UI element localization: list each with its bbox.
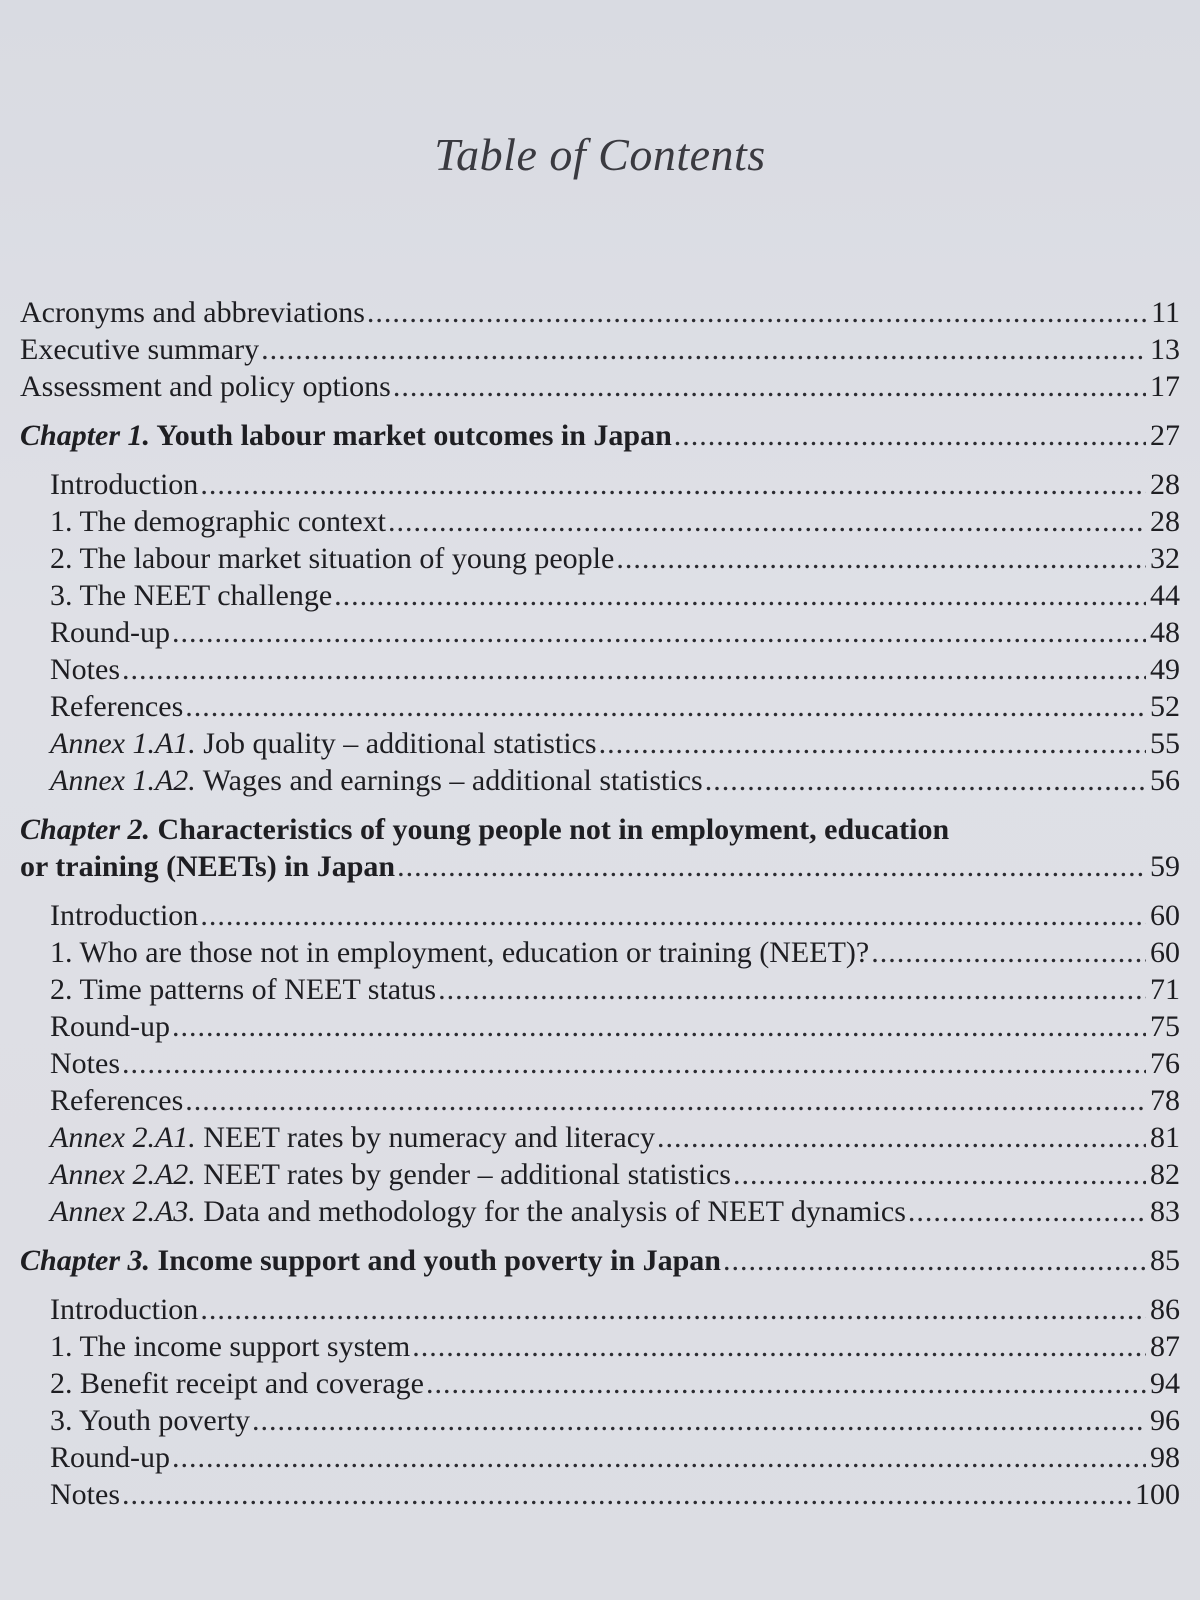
dot-leader xyxy=(426,1365,1146,1402)
dot-leader xyxy=(200,1291,1146,1328)
toc-page-number: 28 xyxy=(1150,468,1180,501)
toc-entry-text: Data and methodology for the analysis of NEET dynamics xyxy=(203,1195,906,1228)
table-of-contents xyxy=(20,294,1180,1513)
dot-leader xyxy=(908,1193,1146,1230)
toc-page-number: 48 xyxy=(1150,616,1180,649)
dot-leader xyxy=(122,651,1146,688)
chapter-title-line2: or training (NEETs) in Japan xyxy=(20,850,396,883)
toc-entry-text: References xyxy=(50,1084,184,1117)
toc-entry xyxy=(20,934,1180,971)
toc-entry-text: 3. Youth poverty xyxy=(50,1404,251,1437)
chapter-label: Chapter 1. xyxy=(20,419,151,452)
dot-leader xyxy=(200,897,1146,934)
toc-page-number: 60 xyxy=(1150,936,1180,969)
toc-entry xyxy=(20,1008,1180,1045)
dot-leader xyxy=(705,762,1146,799)
dot-leader xyxy=(200,466,1146,503)
toc-annex-entry xyxy=(20,1119,1180,1156)
toc-entry xyxy=(20,1328,1180,1365)
toc-entry-text: Executive summary xyxy=(20,333,260,366)
toc-entry xyxy=(20,1291,1180,1328)
toc-page-number: 98 xyxy=(1150,1441,1180,1474)
chapter-2-heading xyxy=(20,811,1180,885)
annex-label: Annex 1.A2. xyxy=(50,764,196,797)
toc-entry xyxy=(20,540,1180,577)
dot-leader xyxy=(122,1045,1146,1082)
dot-leader xyxy=(172,1439,1146,1476)
toc-page-number: 56 xyxy=(1150,764,1180,797)
toc-page-number: 59 xyxy=(1150,850,1180,883)
dot-leader xyxy=(438,971,1146,1008)
toc-page-number: 76 xyxy=(1150,1047,1180,1080)
dot-leader xyxy=(334,577,1146,614)
toc-page-number: 86 xyxy=(1150,1293,1180,1326)
toc-entry xyxy=(20,1082,1180,1119)
dot-leader xyxy=(674,417,1146,454)
toc-entry xyxy=(20,614,1180,651)
toc-entry-text: 1. The demographic context xyxy=(50,505,387,538)
toc-entry-text: NEET rates by numeracy and literacy xyxy=(203,1121,656,1154)
toc-entry-text: Job quality – additional statistics xyxy=(203,727,597,760)
annex-label: Annex 2.A2. xyxy=(50,1158,196,1191)
toc-page-number: 52 xyxy=(1150,690,1180,723)
toc-annex-entry xyxy=(20,1156,1180,1193)
dot-leader xyxy=(397,848,1146,885)
toc-entry-text: Notes xyxy=(50,1047,120,1080)
toc-page-number: 71 xyxy=(1150,973,1180,1006)
toc-page-number: 83 xyxy=(1150,1195,1180,1228)
chapter-1-heading xyxy=(20,417,1180,454)
toc-entry-text: References xyxy=(50,690,184,723)
toc-entry-text: Notes xyxy=(50,653,120,686)
toc-page-number: 82 xyxy=(1150,1158,1180,1191)
dot-leader xyxy=(871,934,1146,971)
chapter-title: Youth labour market outcomes in Japan xyxy=(156,419,672,452)
toc-entry-text: 2. Benefit receipt and coverage xyxy=(50,1367,424,1400)
toc-page-number: 60 xyxy=(1150,899,1180,932)
toc-annex-entry xyxy=(20,725,1180,762)
chapter-label: Chapter 3. xyxy=(20,1244,151,1277)
dot-leader xyxy=(723,1242,1146,1279)
toc-entry xyxy=(20,1402,1180,1439)
toc-entry xyxy=(20,577,1180,614)
toc-entry xyxy=(20,688,1180,725)
dot-leader xyxy=(252,1402,1146,1439)
toc-entry-text: Wages and earnings – additional statistics xyxy=(202,764,703,797)
toc-entry xyxy=(20,1476,1180,1513)
toc-entry-text: Round-up xyxy=(50,1441,170,1474)
annex-label: Annex 2.A1. xyxy=(50,1121,196,1154)
toc-entry xyxy=(20,1439,1180,1476)
dot-leader xyxy=(261,331,1146,368)
dot-leader xyxy=(172,614,1146,651)
toc-entry-text: 1. The income support system xyxy=(50,1330,411,1363)
toc-entry xyxy=(20,503,1180,540)
toc-entry-text: Round-up xyxy=(50,616,170,649)
toc-page-number: 11 xyxy=(1151,296,1180,329)
chapter-title-line1: Characteristics of young people not in employment, education xyxy=(157,813,950,846)
toc-page-number: 78 xyxy=(1150,1084,1180,1117)
toc-entry xyxy=(20,1045,1180,1082)
toc-entry-text: Assessment and policy options xyxy=(20,370,391,403)
chapter-label: Chapter 2. xyxy=(20,813,151,846)
toc-entry-text: 2. The labour market situation of young people xyxy=(50,542,615,575)
toc-entry xyxy=(20,466,1180,503)
toc-page-number: 27 xyxy=(1150,419,1180,452)
toc-entry xyxy=(20,651,1180,688)
toc-page-number: 49 xyxy=(1150,653,1180,686)
dot-leader xyxy=(172,1008,1146,1045)
toc-entry-text: 2. Time patterns of NEET status xyxy=(50,973,437,1006)
toc-entry-text: 3. The NEET challenge xyxy=(50,579,333,612)
toc-page-number: 44 xyxy=(1150,579,1180,612)
toc-entry-text: 1. Who are those not in employment, education or training (NEET)? xyxy=(50,936,870,969)
dot-leader xyxy=(412,1328,1146,1365)
toc-entry-text: Notes xyxy=(50,1478,120,1511)
toc-page-number: 13 xyxy=(1150,333,1180,366)
toc-page-number: 55 xyxy=(1150,727,1180,760)
toc-annex-entry xyxy=(20,762,1180,799)
toc-entry-text: Introduction xyxy=(50,1293,199,1326)
dot-leader xyxy=(733,1156,1146,1193)
toc-page-number: 81 xyxy=(1150,1121,1180,1154)
toc-page-number: 32 xyxy=(1150,542,1180,575)
toc-entry-text: Introduction xyxy=(50,468,199,501)
toc-entry xyxy=(20,331,1180,368)
dot-leader xyxy=(122,1476,1133,1513)
toc-page-number: 100 xyxy=(1135,1478,1180,1511)
chapter-title: Income support and youth poverty in Japan xyxy=(157,1244,721,1277)
toc-entry-text: Acronyms and abbreviations xyxy=(20,296,365,329)
dot-leader xyxy=(388,503,1146,540)
dot-leader xyxy=(185,1082,1146,1119)
toc-page-number: 28 xyxy=(1150,505,1180,538)
toc-page-number: 17 xyxy=(1150,370,1180,403)
toc-entry-text: Round-up xyxy=(50,1010,170,1043)
toc-page-number: 85 xyxy=(1150,1244,1180,1277)
toc-page-number: 96 xyxy=(1150,1404,1180,1437)
toc-entry xyxy=(20,1365,1180,1402)
annex-label: Annex 2.A3. xyxy=(50,1195,196,1228)
toc-annex-entry xyxy=(20,1193,1180,1230)
toc-page-number: 94 xyxy=(1150,1367,1180,1400)
toc-entry xyxy=(20,897,1180,934)
toc-page-number: 87 xyxy=(1150,1330,1180,1363)
toc-entry xyxy=(20,294,1180,331)
dot-leader xyxy=(657,1119,1146,1156)
toc-entry-text: NEET rates by gender – additional statistics xyxy=(203,1158,731,1191)
dot-leader xyxy=(185,688,1146,725)
toc-page-number: 75 xyxy=(1150,1010,1180,1043)
chapter-3-heading xyxy=(20,1242,1180,1279)
toc-entry xyxy=(20,971,1180,1008)
dot-leader xyxy=(616,540,1146,577)
toc-entry xyxy=(20,368,1180,405)
dot-leader xyxy=(367,294,1146,331)
annex-label: Annex 1.A1. xyxy=(50,727,196,760)
toc-entry-text: Introduction xyxy=(50,899,199,932)
page-title: Table of Contents xyxy=(434,129,766,180)
dot-leader xyxy=(599,725,1146,762)
dot-leader xyxy=(393,368,1146,405)
